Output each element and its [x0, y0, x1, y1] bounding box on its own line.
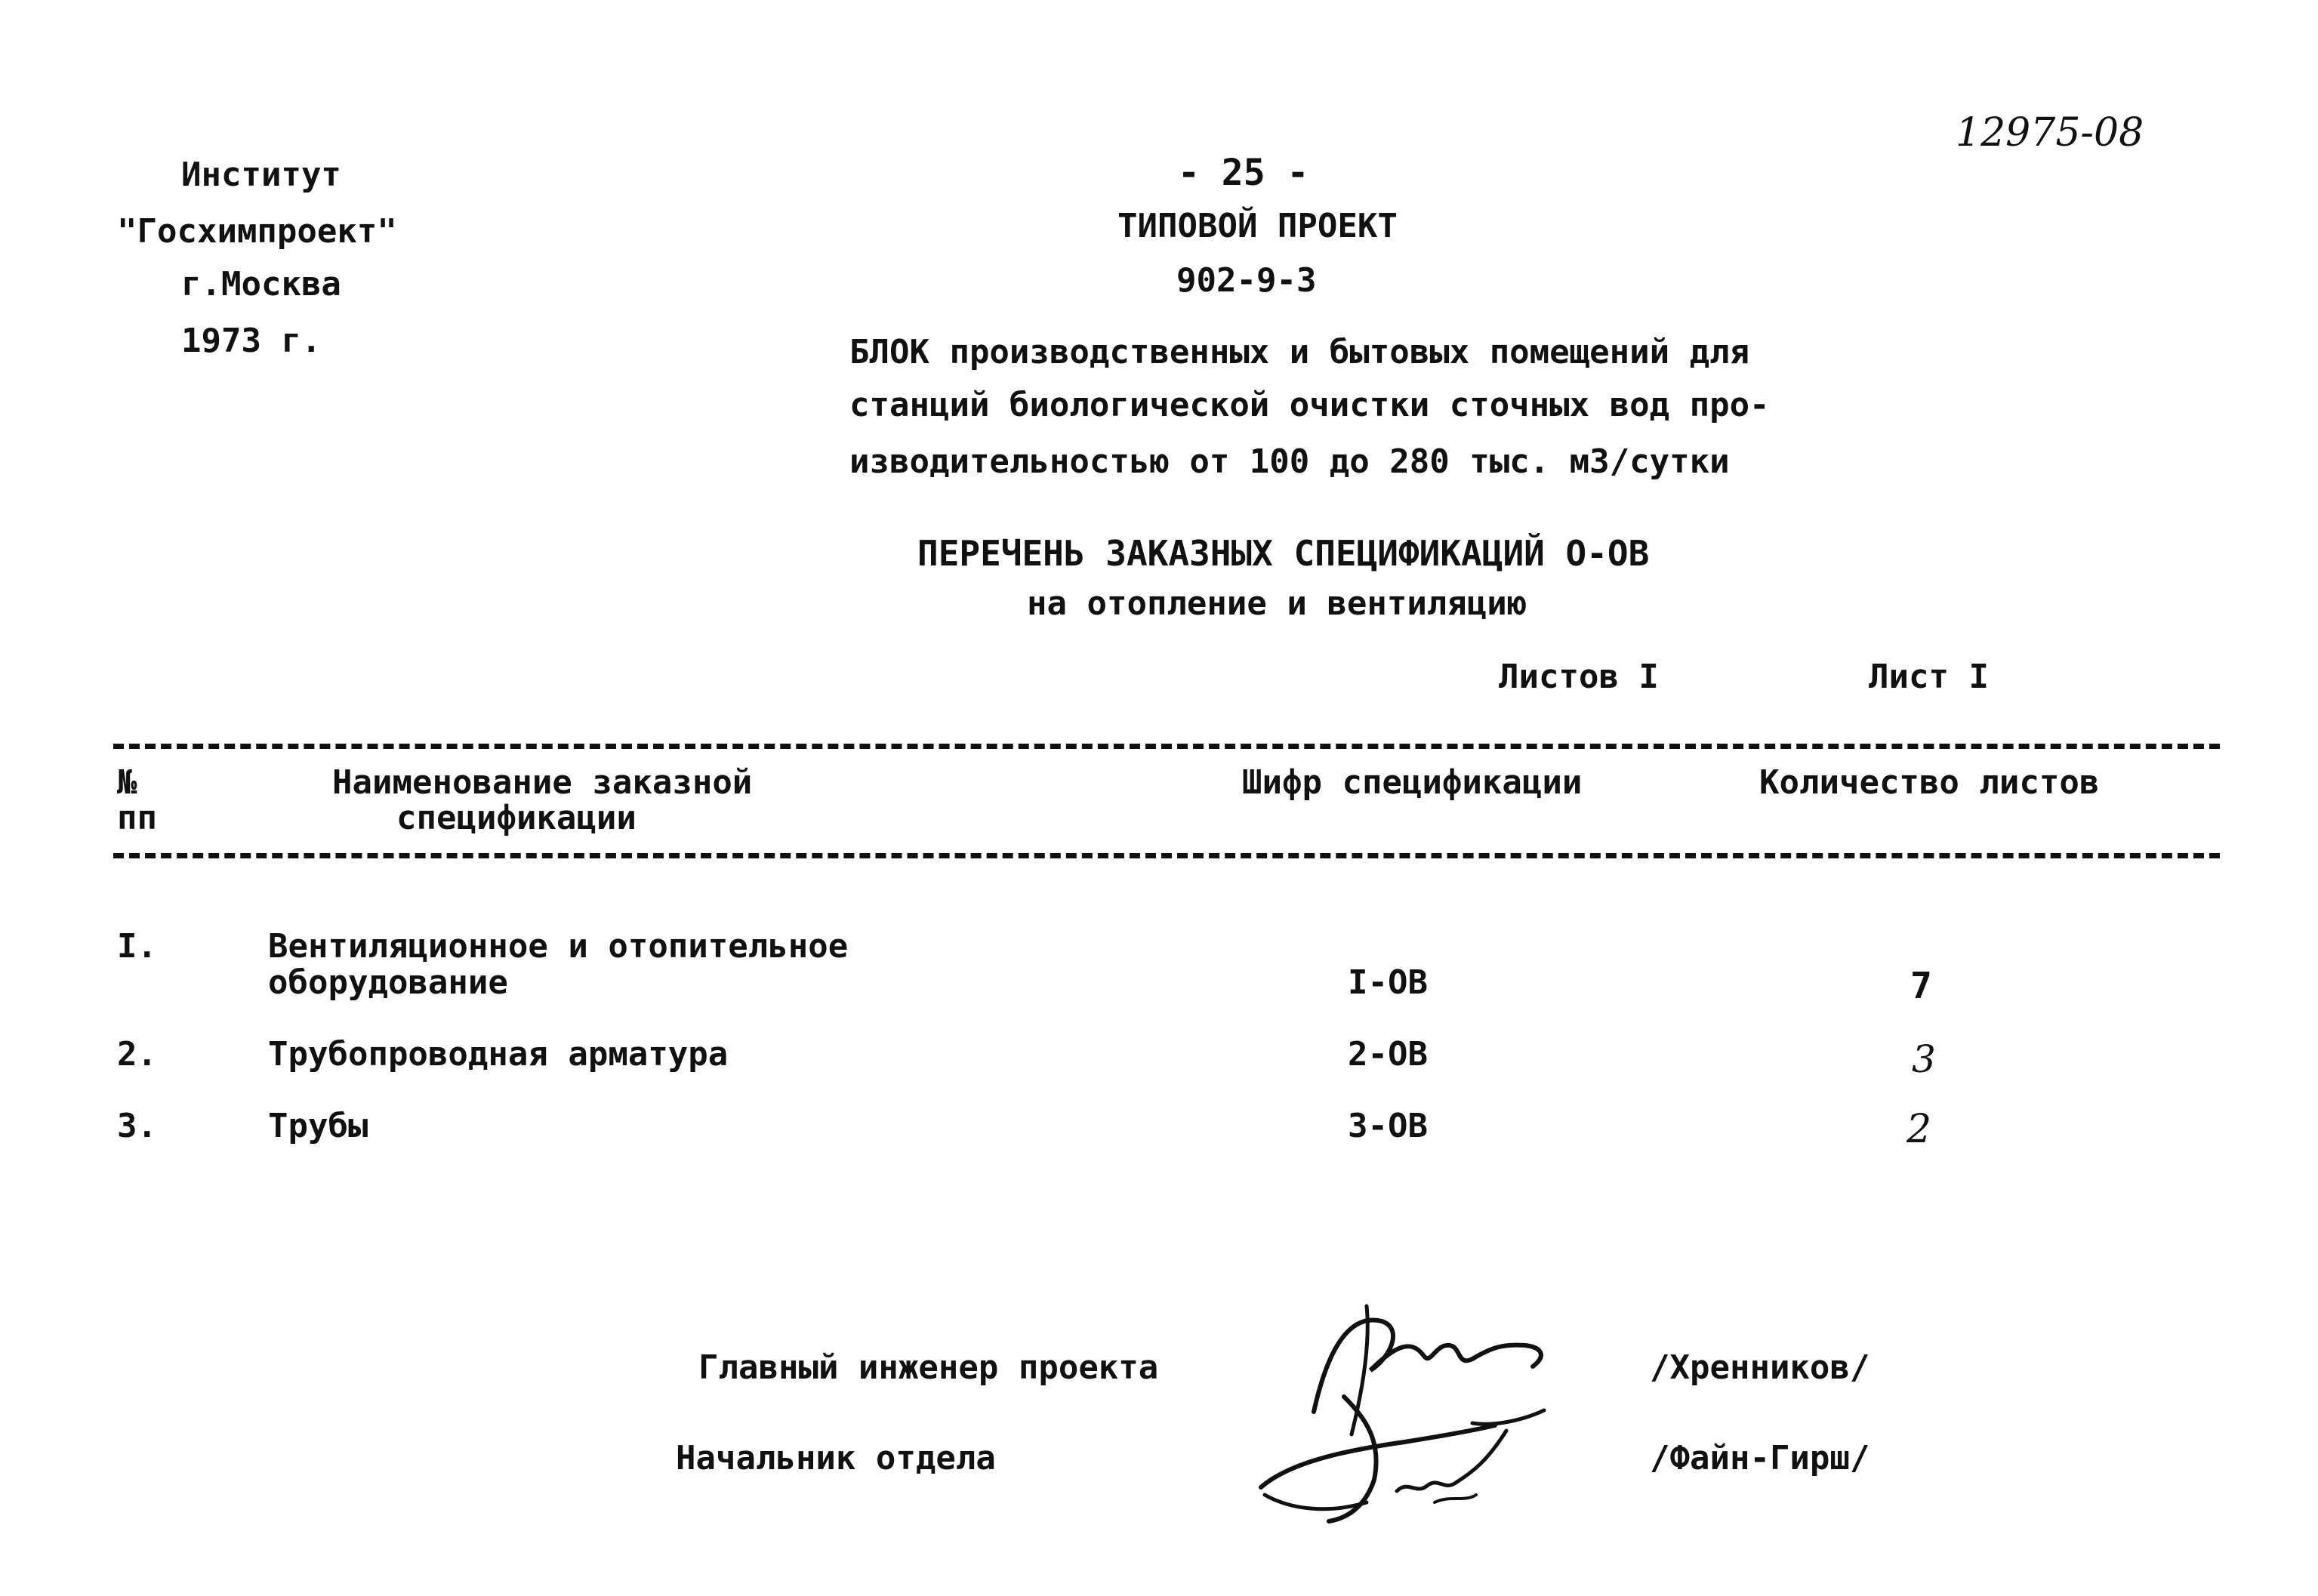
- row-code: I-ОВ: [1348, 963, 1428, 1002]
- total-sheets-label: Листов I: [1499, 658, 1659, 696]
- chief-engineer-label: Главный инженер проекта: [698, 1348, 1159, 1387]
- sheet-label: Лист I: [1869, 658, 1989, 696]
- col-code-header: Шифр спецификации: [1242, 763, 1583, 802]
- row-number: 3.: [117, 1107, 157, 1145]
- table-top-divider: [113, 744, 2220, 749]
- description-line2: станций биологической очистки сточных вод про-: [849, 386, 1770, 424]
- row-name: Трубы: [268, 1107, 368, 1145]
- institute-line2: "Госхимпроект": [117, 212, 397, 251]
- project-code: 902-9-3: [1176, 261, 1317, 300]
- row-number: I.: [117, 927, 157, 966]
- row-sheets: 7: [1910, 965, 1932, 1007]
- col-num-header-sub: пп: [117, 799, 157, 837]
- corner-document-number: 12975-08: [1956, 110, 2144, 156]
- row-name: Трубопроводная арматура: [268, 1035, 729, 1074]
- department-head-name: /Файн-Гирш/: [1650, 1439, 1870, 1477]
- table-header-divider: [113, 853, 2220, 858]
- description-line3: изводительностью от 100 до 280 тыс. м3/сутки: [849, 442, 1730, 481]
- chief-engineer-name: /Хренников/: [1650, 1348, 1870, 1387]
- title-line2: на отопление и вентиляцию: [1027, 584, 1527, 623]
- col-name-header-sub: спецификации: [396, 799, 637, 837]
- col-num-header: №: [117, 763, 137, 802]
- description-line1: БЛОК производственных и бытовых помещений для: [849, 333, 1750, 371]
- title-line1: ПЕРЕЧЕНЬ ЗАКАЗНЫХ СПЕЦИФИКАЦИЙ О-ОВ: [917, 533, 1650, 574]
- row-name: Вентиляционное и отопительное: [268, 927, 849, 966]
- institute-city: г.Москва: [181, 265, 341, 303]
- department-head-label: Начальник отдела: [676, 1439, 996, 1477]
- institute-line1: Институт: [181, 156, 341, 194]
- row-code: 3-ОВ: [1348, 1107, 1428, 1145]
- row-number: 2.: [117, 1035, 157, 1074]
- row-sheets: 2: [1906, 1107, 1932, 1152]
- project-type: ТИПОВОЙ ПРОЕКТ: [1117, 207, 1398, 245]
- row-code: 2-ОВ: [1348, 1035, 1428, 1074]
- col-sheets-header: Количество листов: [1759, 763, 2100, 802]
- department-head-signature-icon: [1246, 1389, 1578, 1540]
- row-name-cont: оборудование: [268, 963, 508, 1002]
- institute-year: 1973 г.: [181, 322, 322, 360]
- col-name-header: Наименование заказной: [332, 763, 753, 802]
- page-number: - 25 -: [1178, 152, 1309, 194]
- row-sheets: 3: [1912, 1037, 1936, 1081]
